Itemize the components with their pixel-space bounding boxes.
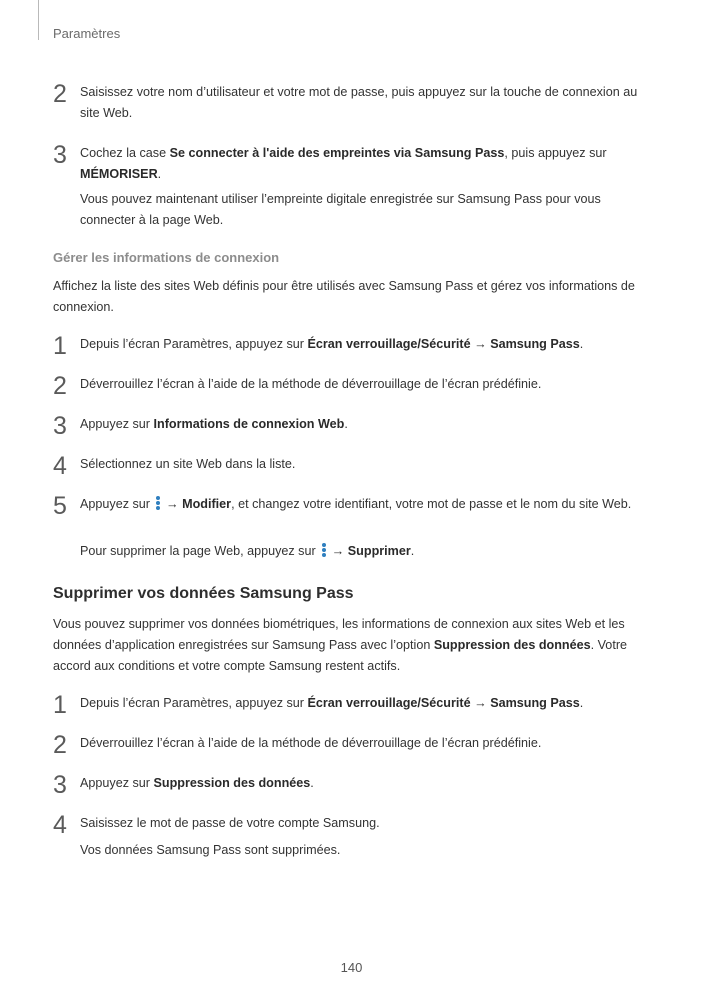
step-number: 5 (53, 492, 67, 520)
step-text: Appuyez sur Informations de connexion Web. (80, 417, 348, 431)
step-2-enter-credentials (53, 82, 653, 124)
step-text: Sélectionnez un site Web dans la liste. (80, 457, 296, 471)
step-text: Depuis l’écran Paramètres, appuyez sur Écran verrouillage/Sécurité → Samsung Pass. (80, 696, 584, 710)
step-number: 3 (53, 141, 67, 169)
step-number: 1 (53, 691, 67, 719)
step-text: Appuyez sur → Modifier, et changez votre identifiant, votre mot de passe et le nom du site Web. (80, 497, 632, 511)
step-number: 4 (53, 811, 67, 839)
step-text: Appuyez sur Suppression des données. (80, 776, 314, 790)
manage-step-4 (53, 452, 653, 480)
step-number: 2 (53, 80, 67, 108)
step-number: 1 (53, 332, 67, 360)
delete-step-4 (53, 811, 653, 839)
step-3-check-box (53, 143, 653, 185)
step-3-note: Vous pouvez maintenant utiliser l’empreinte digitale enregistrée sur Samsung Pass pour vous connecter à la page Web. (80, 192, 601, 227)
page-header: Paramètres (53, 26, 121, 41)
step-number: 3 (53, 412, 67, 440)
page-number: 140 (340, 960, 363, 975)
step-text: Depuis l’écran Paramètres, appuyez sur Écran verrouillage/Sécurité → Samsung Pass. (80, 337, 584, 351)
manage-step-3 (53, 412, 653, 440)
manage-step-2 (53, 372, 653, 400)
more-options-icon (155, 496, 162, 511)
manage-step-1 (53, 332, 653, 360)
manage-step-5 (53, 492, 653, 520)
delete-step-2 (53, 731, 653, 759)
delete-step-4-note: Vos données Samsung Pass sont supprimées. (80, 843, 341, 857)
delete-step-1 (53, 691, 653, 719)
manage-step-5-note: Pour supprimer la page Web, appuyez sur → Supprimer. (80, 544, 415, 558)
margin-rule (38, 0, 39, 40)
delete-step-3 (53, 771, 653, 799)
step-text: Saisissez le mot de passe de votre compte Samsung. (80, 816, 380, 830)
step-text: Cochez la case Se connecter à l'aide des empreintes via Samsung Pass, puis appuyez sur MÉMORISER. (80, 146, 607, 181)
step-text: Saisissez votre nom d’utilisateur et votre mot de passe, puis appuyez sur la touche de connexion au site Web. (80, 85, 638, 120)
more-options-icon (320, 543, 327, 558)
subsection-title-manage: Gérer les informations de connexion (53, 250, 280, 265)
step-number: 2 (53, 731, 67, 759)
step-text: Déverrouillez l’écran à l’aide de la méthode de déverrouillage de l’écran prédéfinie. (80, 377, 542, 391)
step-number: 4 (53, 452, 67, 480)
subsection-intro-manage: Affichez la liste des sites Web définis pour être utilisés avec Samsung Pass et gérez vos informations de connexion. (53, 279, 635, 314)
step-number: 3 (53, 771, 67, 799)
step-number: 2 (53, 372, 67, 400)
step-text: Déverrouillez l’écran à l’aide de la méthode de déverrouillage de l’écran prédéfinie. (80, 736, 542, 750)
section-title-delete: Supprimer vos données Samsung Pass (53, 585, 354, 602)
section-intro-delete: Vous pouvez supprimer vos données biométriques, les informations de connexion aux sites Web et les données d’application enregistrées sur Samsung Pass avec l’option Suppression des données. Votre accord aux conditions et votre compte Samsung restent actifs. (53, 617, 628, 673)
